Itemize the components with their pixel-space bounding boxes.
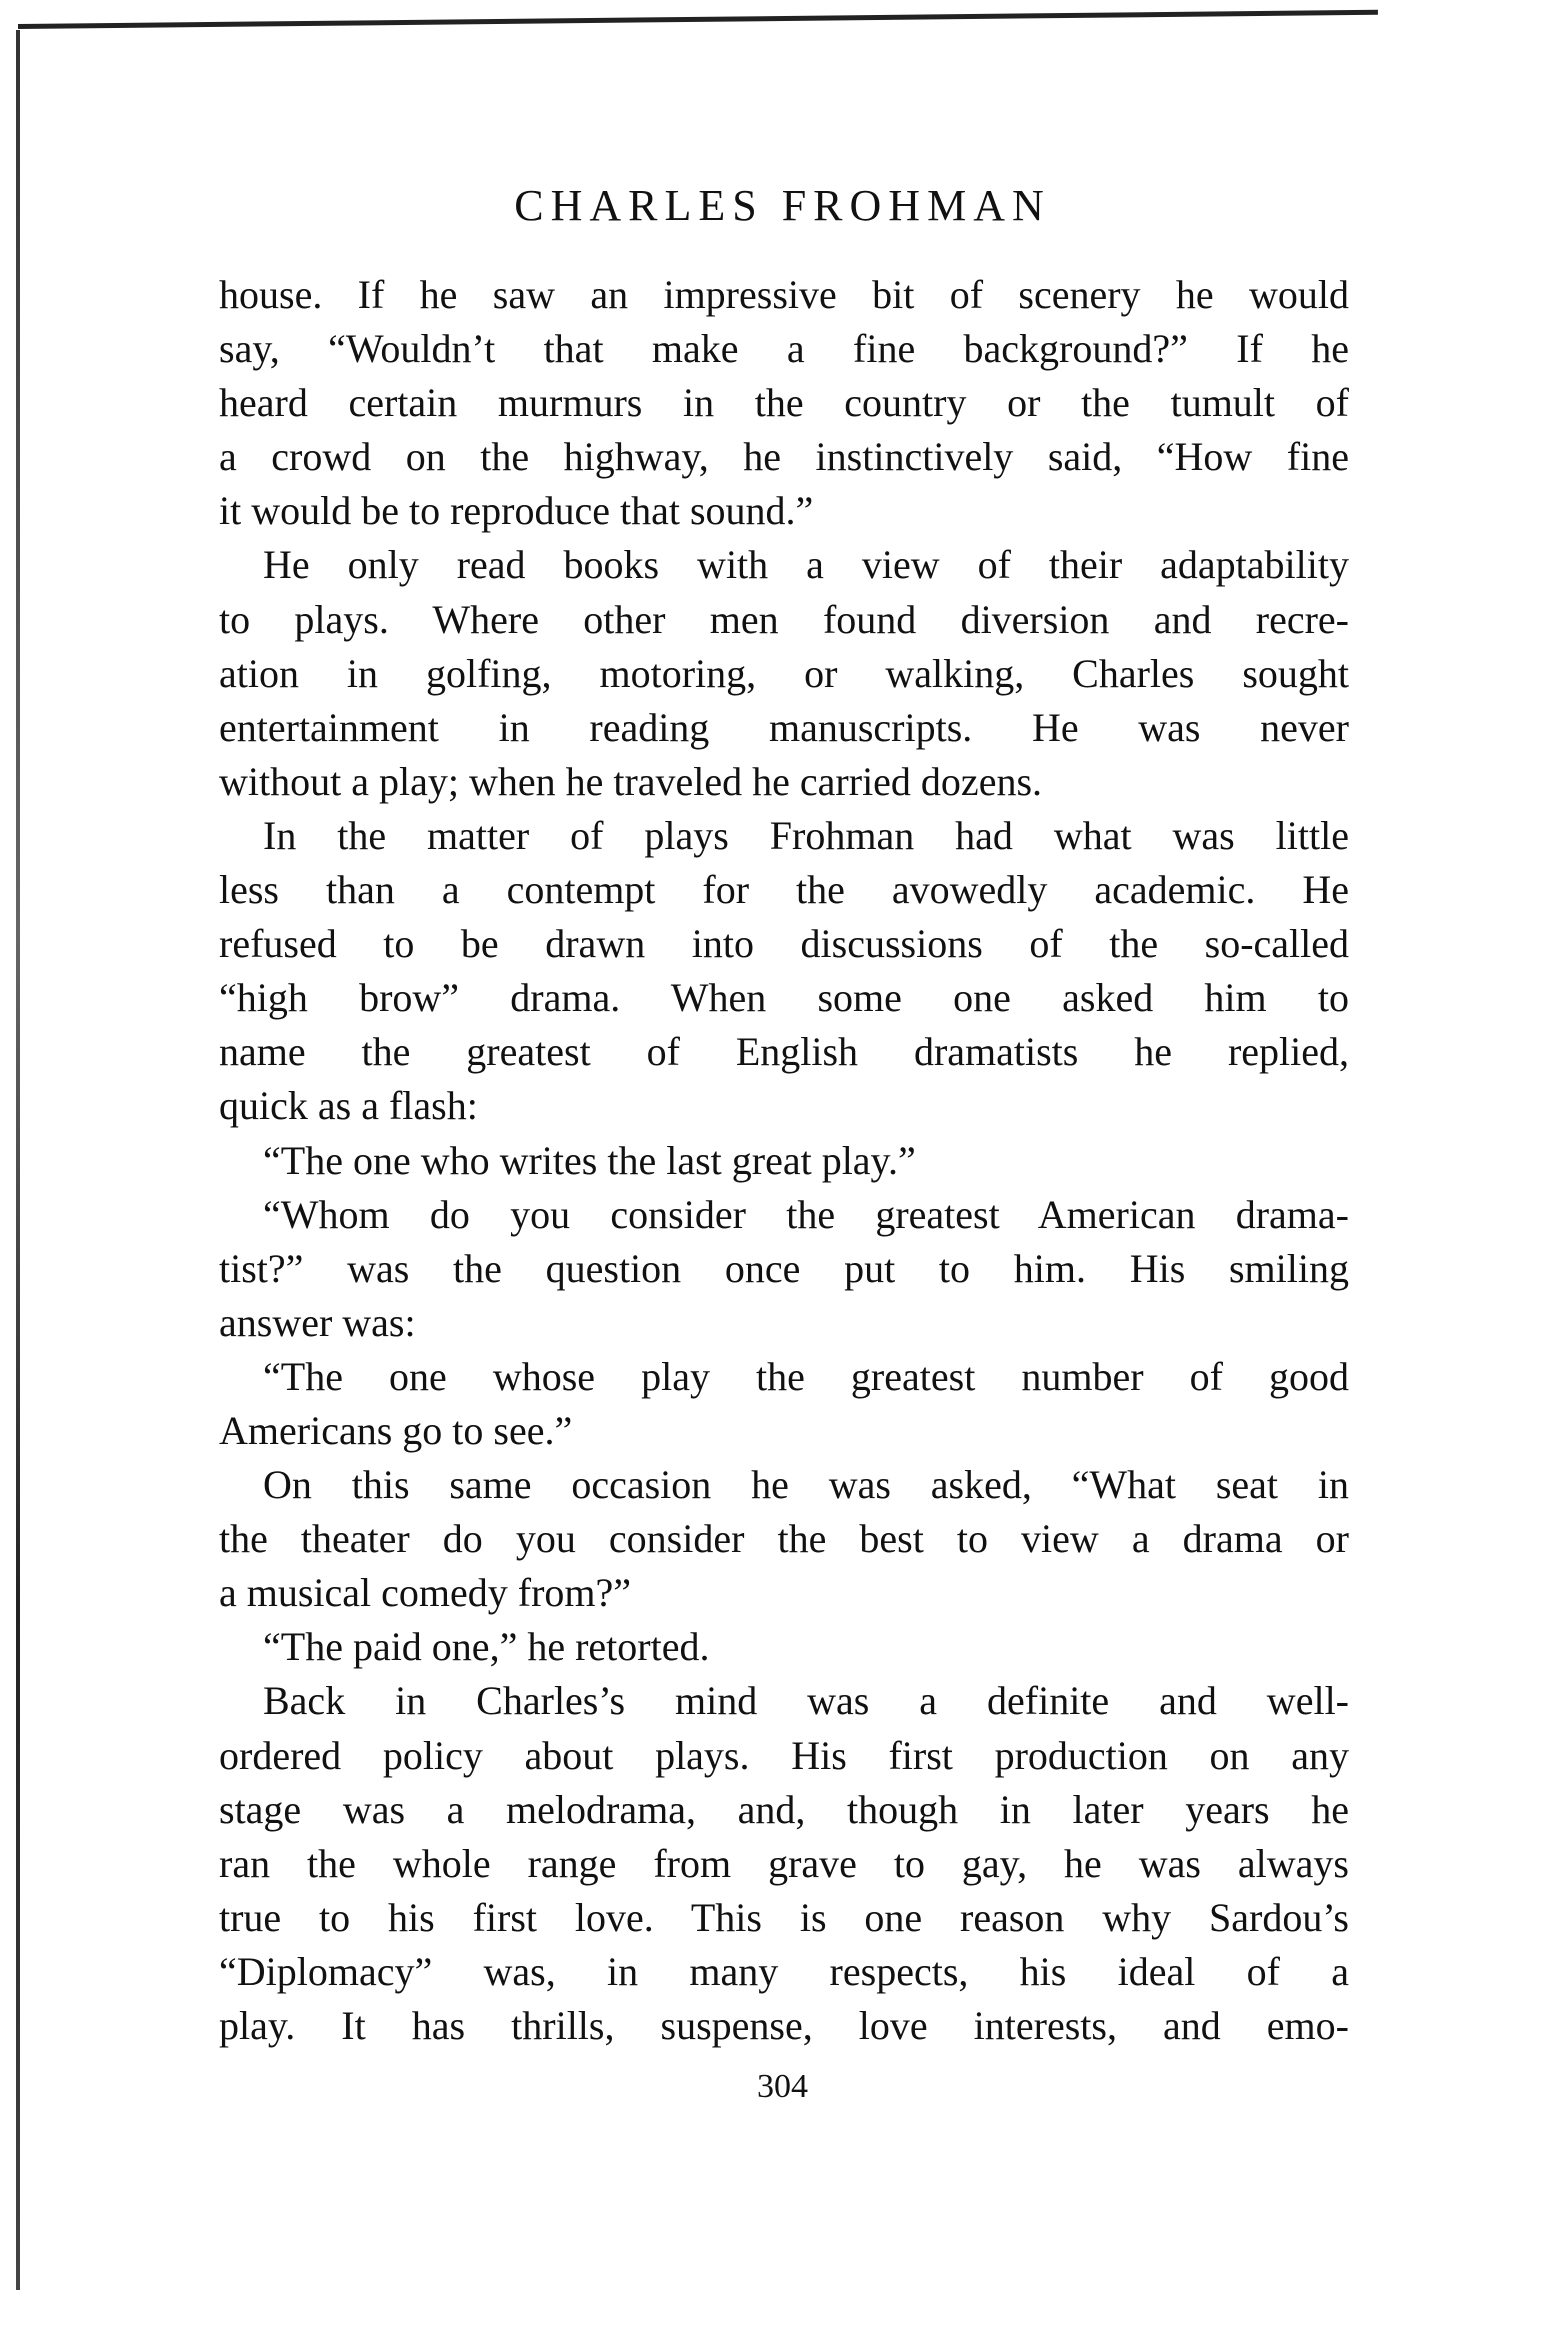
- page-number: 304: [757, 2068, 808, 2105]
- text-line: entertainment in reading manuscripts. He was never: [219, 704, 1349, 750]
- text-line: Back in Charles’s mind was a definite and well-: [263, 1678, 1349, 1724]
- text-line: less than a contempt for the avowedly academic. He: [219, 867, 1349, 913]
- page-edge-top: [18, 10, 1378, 29]
- text-line: a musical comedy from?”: [219, 1570, 632, 1616]
- text-line: “Diplomacy” was, in many respects, his ideal of a: [219, 1948, 1349, 1994]
- text-line: refused to be drawn into discussions of the so-called: [219, 921, 1349, 967]
- text-line: In the matter of plays Frohman had what was little: [263, 812, 1349, 858]
- text-line: ran the whole range from grave to gay, he was always: [219, 1840, 1349, 1886]
- text-line: stage was a melodrama, and, though in later years he: [219, 1786, 1349, 1832]
- text-line: a crowd on the highway, he instinctively said, “How fine: [219, 434, 1349, 480]
- text-line: say, “Wouldn’t that make a fine background?” If he: [219, 326, 1349, 372]
- text-line: name the greatest of English dramatists he replied,: [219, 1029, 1349, 1075]
- text-line: “The one who writes the last great play.”: [263, 1137, 916, 1183]
- text-line: ation in golfing, motoring, or walking, Charles sought: [219, 650, 1349, 696]
- text-line: On this same occasion he was asked, “What seat in: [263, 1462, 1349, 1508]
- body-text: [219, 268, 1349, 2053]
- text-line: He only read books with a view of their adaptability: [263, 542, 1349, 588]
- text-line: true to his first love. This is one reason why Sardou’s: [219, 1894, 1349, 1940]
- text-line: to plays. Where other men found diversion and recre-: [219, 596, 1349, 642]
- text-line: “The paid one,” he retorted.: [263, 1624, 710, 1670]
- text-line: answer was:: [219, 1299, 416, 1345]
- text-line: quick as a flash:: [219, 1083, 478, 1129]
- text-line: it would be to reproduce that sound.”: [219, 488, 814, 534]
- text-line: play. It has thrills, suspense, love interests, and emo-: [219, 2003, 1349, 2048]
- text-line: “high brow” drama. When some one asked him to: [219, 975, 1349, 1021]
- text-line: without a play; when he traveled he carried dozens.: [219, 758, 1043, 804]
- text-line: ordered policy about plays. His first production on any: [219, 1732, 1349, 1778]
- text-line: house. If he saw an impressive bit of scenery he would: [219, 272, 1349, 317]
- text-line: Americans go to see.”: [219, 1407, 573, 1453]
- page-edge-left: [16, 30, 20, 2290]
- text-line: heard certain murmurs in the country or the tumult of: [219, 380, 1349, 426]
- text-line: the theater do you consider the best to view a drama or: [219, 1516, 1349, 1562]
- running-head: CHARLES FROHMAN: [514, 181, 1051, 230]
- text-line: tist?” was the question once put to him. His smiling: [219, 1245, 1349, 1291]
- text-line: “The one whose play the greatest number of good: [263, 1353, 1349, 1399]
- text-line: “Whom do you consider the greatest American drama-: [263, 1191, 1349, 1237]
